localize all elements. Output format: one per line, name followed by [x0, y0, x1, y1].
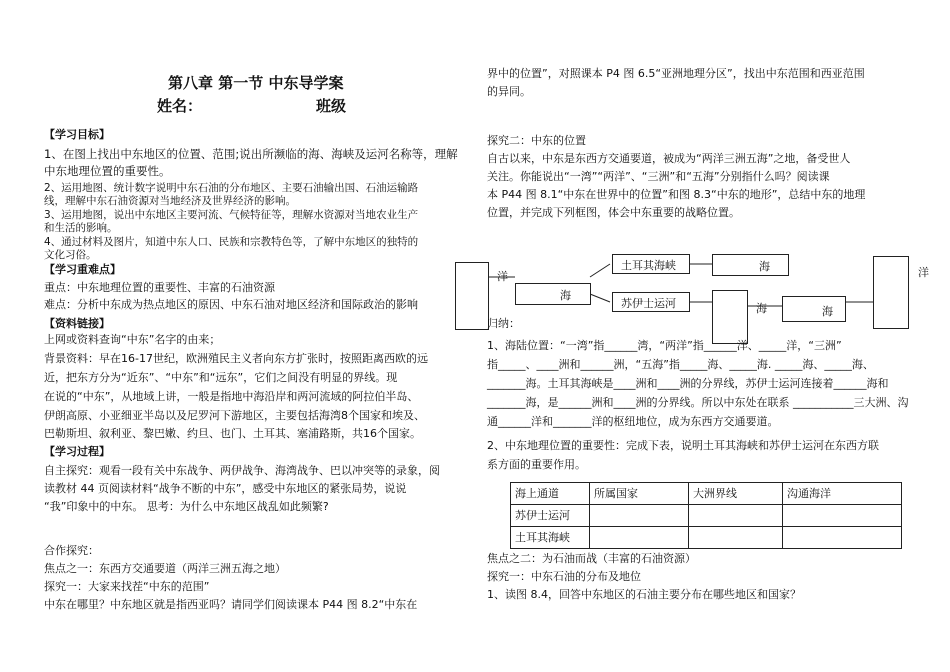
- goal-line: 中东地理位置的重要性。: [44, 164, 171, 178]
- yang-left-label: 洋: [497, 270, 508, 283]
- goal-line: 3、运用地图，说出中东地区主要河流、气候特征等，理解水资源对当地农业生产: [44, 209, 419, 221]
- canal-label: 苏伊士运河: [621, 297, 676, 310]
- class-label: 班级: [316, 97, 347, 115]
- fill-line: 指_____、____洲和______洲，“五海”指_____海、_____海. _____海、_____海、: [487, 358, 874, 371]
- q2-line: 系方面的重要作用。: [487, 458, 586, 471]
- coop-line: 合作探究：: [44, 544, 99, 557]
- goal-line: 4、通过材料及图片，知道中东人口、民族和宗教特色等，了解中东地区的独特的: [44, 236, 419, 248]
- sea-label-4: 海: [822, 305, 833, 318]
- explore2-line: 位置，并完成下列框图，体会中东重要的战略位置。: [487, 206, 740, 219]
- goals-heading: 【学习目标】: [44, 128, 110, 141]
- goal-line: 1、在图上找出中东地区的位置、范围;说出所濒临的海、海峡及运河名称等，理解: [44, 147, 458, 161]
- process-line: 自主探究：观看一段有关中东战争、两伊战争、海湾战争、巴以冲突等的录象，阅: [44, 464, 440, 477]
- coop-line: 焦点之一：东西方交通要道（两洋三洲五海之地）: [44, 562, 286, 575]
- table-header: 所属国家: [590, 483, 689, 505]
- table-cell: 苏伊士运河: [511, 505, 590, 527]
- table-cell[interactable]: [689, 505, 783, 527]
- link-line: 近，把东方分为“近东”、“中东”和“远东”，它们之间没有明显的界线。现: [44, 371, 398, 384]
- yang-left-box: [455, 262, 489, 330]
- sea-box-4: [782, 296, 846, 322]
- coop-line: 中东在哪里？中东地区就是指西亚吗？请同学们阅读课本 P44 图 8.2“中东在: [44, 598, 418, 611]
- link-heading: 【资料链接】: [44, 317, 110, 330]
- sea-box-3: [712, 290, 748, 344]
- fill-line: 1、海陆位置：“一湾”指______湾，“两洋”指______洋、_____洋，“三洲”: [487, 339, 842, 352]
- q2-line: 2、中东地理位置的重要性：完成下表，说明土耳其海峡和苏伊士运河在东西方联: [487, 439, 879, 452]
- table-cell[interactable]: [783, 505, 902, 527]
- channel-table: [510, 482, 902, 549]
- yang-right-box: [873, 256, 909, 329]
- explore2-line: 本 P44 图 8.1“中东在世界中的位置”和图 8.3“中东的地形”，总结中东的地理: [487, 188, 866, 201]
- summary-label: 归纳：: [487, 317, 520, 330]
- explore2-line: 探究二：中东的位置: [487, 134, 586, 147]
- table-row: [511, 505, 902, 527]
- process-line: “我”印象中的中东。 思考：为什么中东地区战乱如此频繁?: [44, 500, 329, 513]
- right-top-line: 界中的位置”，对照课本 P4 图 6.5“亚洲地理分区”，找出中东范围和西亚范围: [487, 67, 865, 80]
- link-line: 在说的“中东”，从地域上讲，一般是指地中海沿岸和两河流域的阿拉伯半岛、: [44, 390, 419, 403]
- explore2-line: 自古以来，中东是东西方交通要道，被成为“两洋三洲五海”之地，备受世人: [487, 152, 851, 165]
- coop-line: 探究一：大家来找茬“中东的范围”: [44, 580, 210, 593]
- table-cell[interactable]: [689, 527, 783, 549]
- link-line: 背景资料：早在16-17世纪，欧洲殖民主义者向东方扩张时，按照距离西欧的远: [44, 352, 428, 365]
- fill-line: 通______洋和_______洋的枢纽地位，成为东西方交通要道。: [487, 415, 779, 428]
- key-heading: 【学习重难点】: [44, 263, 121, 276]
- name-label: 姓名：: [157, 97, 203, 115]
- table-row: [511, 527, 902, 549]
- table-cell[interactable]: [590, 527, 689, 549]
- strait-label: 土耳其海峡: [621, 259, 676, 272]
- focus2-line: 1、读图 8.4，回答中东地区的石油主要分布在哪些地区和国家？: [487, 588, 801, 601]
- fill-line: _______海，是______洲和____洲的分界线。所以中东处在联系 ___________三大洲、沟: [487, 396, 909, 409]
- sea-label-2: 海: [759, 260, 770, 273]
- sea-box-1: [515, 283, 591, 305]
- goal-line: 和生活的影响。: [44, 222, 118, 234]
- table-header: 沟通海洋: [783, 483, 902, 505]
- goal-line: 文化习俗。: [44, 249, 97, 261]
- link-line: 伊朗高原、小亚细亚半岛以及尼罗河下游地区，主要包括海湾8个国家和埃及、: [44, 409, 425, 422]
- link-line: 上网或资料查询“中东”名字的由来；: [44, 333, 221, 346]
- key-point: 重点：中东地理位置的重要性、丰富的石油资源: [44, 281, 275, 294]
- yang-right-label: 洋: [918, 266, 929, 279]
- focus2-line: 焦点之二：为石油而战（丰富的石油资源）: [487, 552, 696, 565]
- right-top-line: 的异同。: [487, 85, 531, 98]
- page-title: 第八章 第一节 中东导学案: [168, 74, 344, 92]
- fill-line: _______海。土耳其海峡是____洲和____洲的分界线，苏伊士运河连接着______海和: [487, 377, 889, 390]
- explore2-line: 关注。你能说出“一湾”“两洋”、“三洲”和“五海”分别指什么吗？阅读课: [487, 170, 830, 183]
- process-line: 读教材 44 页阅读材料“战争不断的中东”，感受中东地区的紧张局势，说说: [44, 482, 407, 495]
- table-cell[interactable]: [590, 505, 689, 527]
- sea-label-3: 海: [756, 302, 767, 315]
- link-line: 巴勒斯坦、叙利亚、黎巴嫩、约旦、也门、土耳其、塞浦路斯，共16个国家。: [44, 427, 421, 440]
- process-heading: 【学习过程】: [44, 445, 110, 458]
- goal-line: 线，理解中东石油资源对当地经济及世界经济的影响。: [44, 195, 296, 207]
- focus2-line: 探究一：中东石油的分布及地位: [487, 570, 641, 583]
- sea-box-2: [712, 254, 789, 276]
- table-header: 海上通道: [511, 483, 590, 505]
- table-header: 大洲界线: [689, 483, 783, 505]
- table-header-row: [511, 483, 902, 505]
- key-point: 难点：分析中东成为热点地区的原因、中东石油对地区经济和国际政治的影响: [44, 298, 418, 311]
- table-cell: 土耳其海峡: [511, 527, 590, 549]
- goal-line: 2、运用地图、统计数字说明中东石油的分布地区、主要石油输出国、石油运输路: [44, 182, 419, 194]
- table-cell[interactable]: [783, 527, 902, 549]
- sea-label-1: 海: [560, 289, 571, 302]
